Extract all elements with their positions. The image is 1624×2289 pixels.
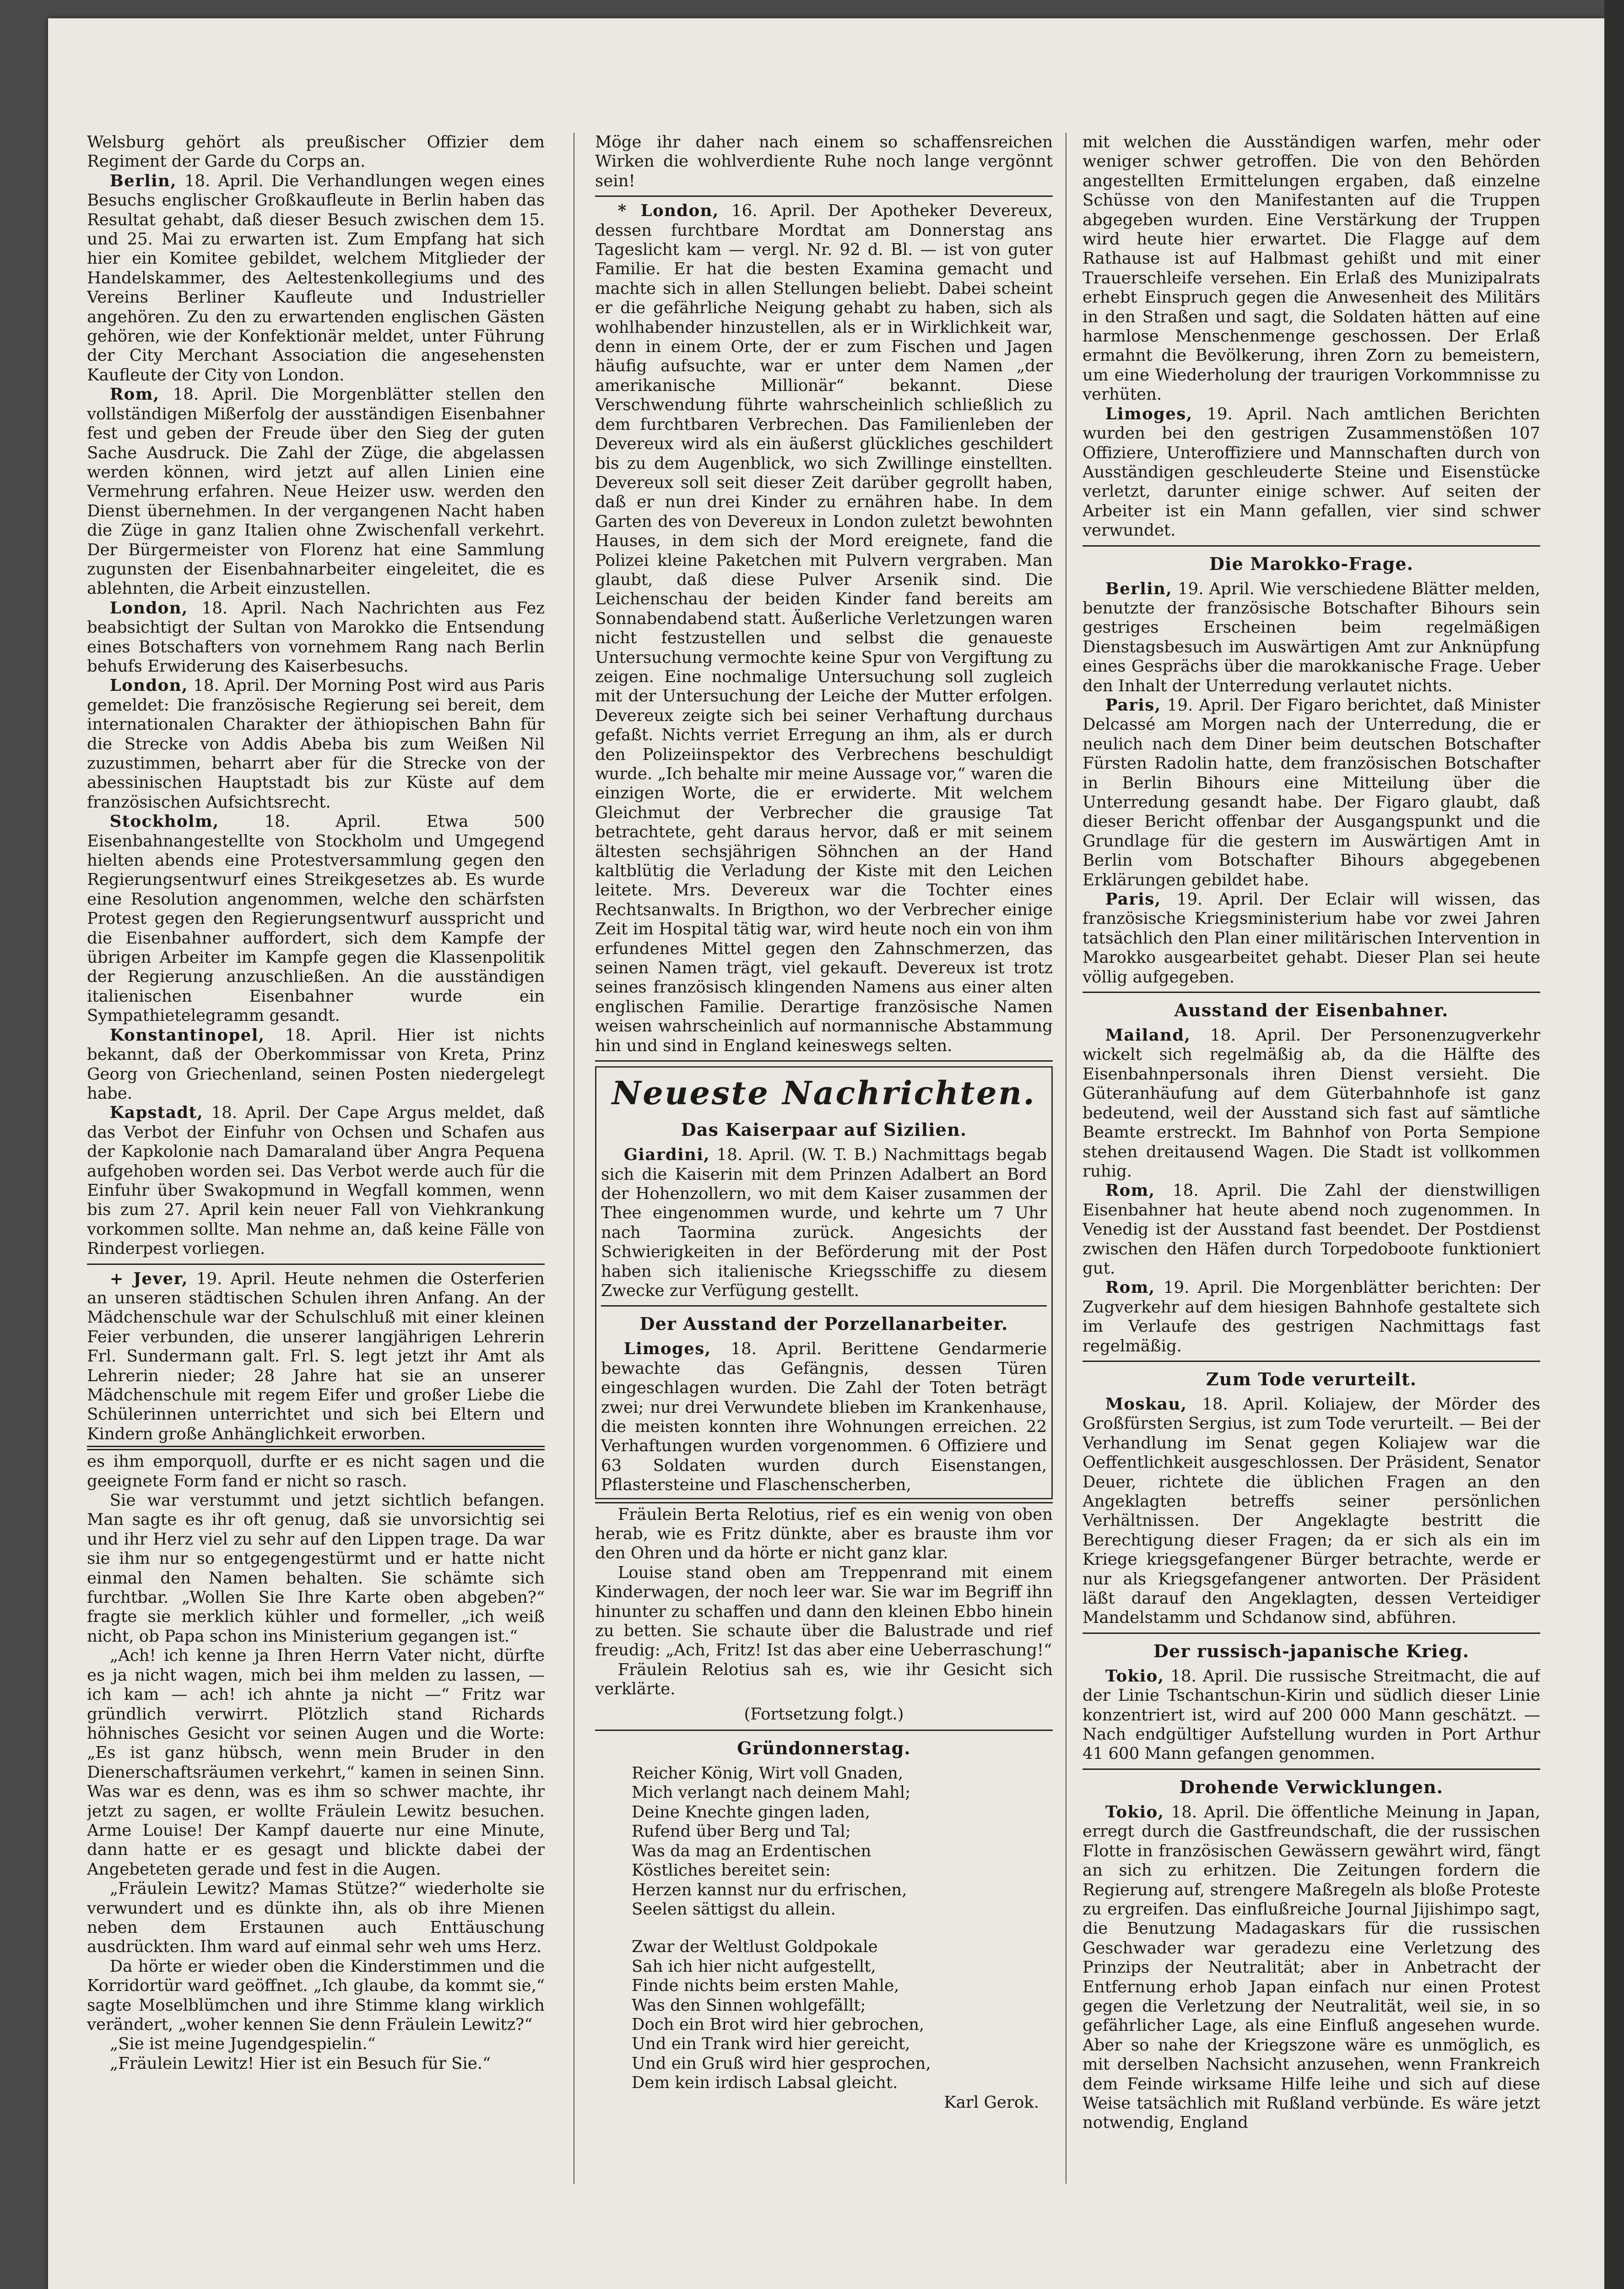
section-heading: Zum Tode verurteilt.	[1206, 1368, 1417, 1389]
continuation-note: (Fortsetzung folgt.)	[744, 1704, 904, 1724]
section-rule	[87, 1264, 545, 1265]
poem-line: Herzen kannst nur du erfrischen,	[632, 1880, 907, 1899]
paragraph: Welsburg gehört als preußischer Offizier dem Regiment der Garde du Corps an.	[87, 133, 545, 171]
section-rule	[87, 1449, 545, 1450]
news-item	[87, 599, 545, 677]
poem-author: Karl Gerok.	[944, 2093, 1039, 2112]
column-1	[87, 133, 545, 2202]
dateline-place: Konstantinopel,	[109, 1025, 265, 1045]
story-paragraph: Da hörte er wieder oben die Kinderstimmen und die Korridortür ward geöffnet. „Ich glaube, da kommt sie,“ sagte Moselblümchen und ihre Stimme klang wirklich verändert, „woher kennen Sie denn Fräulein Lewitz?“	[87, 1957, 545, 2034]
news-text: 18. April. Berittene Gendarmerie bewachte das Gefängnis, dessen Türen eingeschlagen wurden. Die Zahl der Toten beträgt zwei; nur drei Verwundete blieben im Krankenhause, die meisten konnten ihre Wohnungen erreichen. 22 Verhaftungen wurden vorgenommen. 6 Offiziere und 63 Soldaten wurden durch Eisenstangen, Pflastersteine und Flaschenscherben,	[601, 1340, 1047, 1495]
paragraph: Möge ihr daher nach einem so schaffensreichen Wirken die wohlverdiente Ruhe noch lange vergönnt sein!	[595, 133, 1053, 190]
poem-line: Und ein Gruß wird hier gesprochen,	[632, 2054, 931, 2073]
news-text: 18. April. Die öffentliche Meinung in Japan, erregt durch die Gastfreundschaft, die der russischen Flotte in französischen Gewässern gewährt wird, fängt an sich zu erhitzen. Die Zeitungen fordern die Regierung auf, strengere Maßregeln als bloße Proteste zu ergreifen. Das einflußreiche Journal Jijishimpo sagt, die Benutzung Madagaskars für die russischen Geschwader war geradezu eine Verletzung des Prinzips der Neutralität; aber in Anbetracht der Entfernung erhob Japan einfach nur einen Protest gegen die Verletzung der Neutralität, weil sie, in so gefährlicher Lage, als eine Einfluß angesehen wurde. Aber so nahe der Kriegszone wäre es unmöglich, es mit derselben Nachsicht anzusehen, wenn Frankreich dem Feinde wirksame Hilfe leihe und sich auf diese Weise tatsächlich mit Rußland verbünde. Es wäre jetzt notwendig, England	[1083, 1802, 1540, 2132]
dateline-place: Berlin,	[109, 171, 177, 190]
section-rule	[1083, 1633, 1540, 1634]
poem-line: Mich verlangt nach deinem Mahl;	[632, 1783, 911, 1802]
dateline-place: Rom,	[109, 385, 160, 404]
section-heading: Drohende Verwicklungen.	[1179, 1776, 1444, 1797]
news-text: 18. April. Hier ist nichts bekannt, daß der Oberkommissar von Kreta, Prinz Georg von Griechenland, seinen Posten niedergelegt habe.	[87, 1025, 545, 1103]
dateline-place: Stockholm,	[109, 812, 219, 831]
section-rule	[1083, 1361, 1540, 1362]
news-item	[595, 201, 1053, 1056]
dateline-place: Limoges,	[1105, 404, 1193, 423]
dateline-place: Limoges,	[623, 1340, 711, 1359]
paragraph: mit welchen die Ausständigen warfen, mehr oder weniger schwer getroffen. Die von den Behörden angestellten Ermittelungen ergaben, daß einzelne Schüsse von den Manifestanten auf die Truppen abgegeben wurden. Eine Verstärkung der Truppen wird heute hier erwartet. Die Flagge auf dem Rathause ist auf Halbmast gehißt und mit einer Trauerschleife versehen. Ein Erlaß des Munizipalrats erhebt Einspruch gegen die Anwesenheit des Militärs in den Straßen und sagt, die Soldaten hätten auf eine harmlose Menschenmenge geschossen. Der Erlaß ermahnt die Bevölkerung, ihren Zorn zu bemeistern, um eine Wiederholung der traurigen Vorkommnisse zu verhüten.	[1083, 133, 1540, 404]
section-title: Neueste Nachrichten.	[612, 1074, 1036, 1112]
dateline-place: + Jever,	[109, 1269, 188, 1288]
poem-line: Zwar der Weltlust Goldpokale	[632, 1937, 878, 1957]
column-3	[1083, 133, 1540, 2202]
dateline-place: London,	[109, 598, 188, 618]
story-paragraph: Sie war verstummt und jetzt sichtlich befangen. Man sagte es ihr oft genug, daß sie unvorsichtig sei und ihr Herz viel zu sehr auf den Lippen trage. Da war sie ihm nur so entgegengestürmt und er hatte nicht einmal den Namen behalten. Sie schämte sich furchtbar. „Wollen Sie Ihre Karte oben abgeben?“ fragte sie merklich kühler und formeller, „ich weiß nicht, ob Papa schon ins Ministerium gegangen ist.“	[87, 1491, 545, 1646]
story-paragraph: „Ach! ich kenne ja Ihren Herrn Vater nicht, dürfte es ja nicht wagen, mich bei ihm melden zu lassen, — ich kam — ach! ich ahnte ja nicht —“ Fritz war gründlich verwirrt. Plötzlich stand Richards höhnisches Gesicht vor seinen Augen und die Worte: „Es ist ganz hübsch, wenn mein Bruder in den Dienerschaftsräumen verkehrt,“ kamen in seinen Sinn. Was war es denn, was es ihm so schwer machte, ihr jetzt zu sagen, er wollte Fräulein Lewitz besuchen. Arme Louise! Der Kampf dauerte nur eine Minute, dann hatte er es gesagt und blickte dabei der Angebeteten gerade und fest in die Augen.	[87, 1646, 545, 1879]
poem-line: Deine Knechte gingen laden,	[632, 1802, 870, 1822]
news-item	[87, 812, 545, 1025]
news-text: 18. April. Koliajew, der Mörder des Großfürsten Sergius, ist zum Tode verurteilt. — Bei der Verhandlung im Senat gegen Koliajew war die Oeffentlichkeit ausgeschlossen. Der Präsident, Senator Deuer, richtete die üblichen Fragen an den Angeklagten betreffs seiner persönlichen Verhältnissen. Der Angeklagte bestritt die Berechtigung dieser Fragen; da er sich als ein im Kriege kriegsgefangener Bürger betrachte, werde er nur als Kriegsgefangener antworten. Der Präsident läßt darauf den Angeklagten, dessen Verteidiger Mandelstamm und Schdanow sind, abführen.	[1083, 1394, 1540, 1627]
news-text: 19. April. Wie verschiedene Blätter melden, benutzte der französische Botschafter Bihours sein gestriges Erscheinen beim regelmäßigen Dienstagsbesuch im Auswärtigen Amt zur Anknüpfung eines Gesprächs über die marokkanische Frage. Ueber den Inhalt der Unterredung verlautet nichts.	[1083, 579, 1540, 695]
news-text: 19. April. Der Eclair will wissen, das französische Kriegsministerium habe vor zwei Jahren tatsächlich den Plan einer militärischen Intervention in Marokko ausgearbeitet gehabt. Dieser Plan sei heute völlig aufgegeben.	[1083, 890, 1540, 987]
news-text: 19. April. Heute nehmen die Osterferien an unseren städtischen Schulen ihren Anfang. An der Mädchenschule war der Schulschluß mit einer kleinen Feier verbunden, die unserer langjährigen Lehrerin Frl. Sundermann galt. Frl. S. legt jetzt ihr Amt als Lehrerin nieder; 28 Jahre hat sie an unserer Mädchenschule mit regem Eifer und großer Liebe die Schülerinnen unterrichtet und sich bei Eltern und Kindern große Anhänglichkeit erworben.	[87, 1269, 545, 1443]
dateline-place: Tokio,	[1105, 1666, 1164, 1686]
news-text: 18. April. Der Personenzugverkehr wickelt sich regelmäßig ab, da die Hälfte des Eisenbahnpersonals ihren Dienst versieht. Die Güteranhäufung auf dem Güterbahnhofe ist ganz bedeutend, weil der Ausstand sich fast auf sämtliche Beamte erstreckt. Im Bahnhof von Porta Sempione stehen dreitausend Wagen. Die Stadt ist vollkommen ruhig.	[1083, 1026, 1540, 1181]
news-text: 18. April. Die Morgenblätter stellen den vollständigen Mißerfolg der ausständigen Eisenbahner fest und geben der Freude über den Sieg der guten Sache Ausdruck. Die Zahl der Züge, die abgelassen werden können, wird jetzt auf allen Linien eine Vermehrung erfahren. Neue Heizer usw. werden den Dienst übernehmen. In der vergangenen Nacht haben die Züge in ganz Italien ohne Zwischenfall verkehrt. Der Bürgermeister von Florenz hat eine Sammlung zugunsten der Eisenbahnarbeiter eingeleitet, die es ablehnten, die Arbeit einzustellen.	[87, 385, 545, 598]
section-heading: Das Kaiserpaar auf Sizilien.	[681, 1119, 967, 1140]
news-text: 16. April. Der Apotheker Devereux, dessen furchtbare Mordtat am Donnerstag ans Tageslicht kam — vergl. Nr. 92 d. Bl. — ist von guter Familie. Er hat die besten Examina gemacht und machte sich in allen Stellungen beliebt. Dabei scheint er die gefährliche Neigung gehabt zu haben, sich als wohlhabender hinzustellen, als er in Wirklichkeit war, denn in einem Orte, der er zum Fischen und Jagen häufig aufsuchte, war er unter dem Namen „der amerikanische Millionär“ bekannt. Diese Verschwendung führte wahrscheinlich schließlich zu dem furchtbaren Verbrechen. Das Familienleben der Devereux wird als ein äußerst glückliches geschildert bis zu dem Augenblick, wo sich Zwillinge einstellten. Devereux soll seit dieser Zeit darüber gegrollt haben, daß er nun drei Kinder zu ernähren habe. In dem Garten des von Devereux in London zuletzt bewohnten Hauses, in dem sich der Mord ereignete, fand die Polizei kleine Paketchen mit Pulvern vergraben. Man glaubt, daß diese Pulver Arsenik sind. Die Leichenschau der beiden Kinder fand bereits am Sonnabendabend statt. Äußerliche Verletzungen waren nicht festzustellen und selbst die genaueste Untersuchung vermochte keine Spur von Vergiftung zu zeigen. Eine nochmalige Untersuchung soll zugleich mit der Untersuchung der Leiche der Mutter erfolgen. Devereux zeigte sich bei seiner Verhaftung durchaus gefaßt. Nichts verriet Erregung an ihm, als er durch den Polizeiinspektor des Verbrechens beschuldigt wurde. „Ich behalte mir meine Aussage vor,“ waren die einzigen Worte, die er erwiderte. Mit welchem Gleichmut der Verbrecher die grausige Tat betrachtete, geht daraus hervor, daß er mit seinem ältesten sechsjährigen Söhnchen an der Hand kaltblütig die Verladung der Kiste mit den Leichen leitete. Mrs. Devereux war die Tochter eines Rechtsanwalts. In Brigthon, wo der Verbrecher einige Zeit im Hospital tätig war, wird heute noch ein von ihm erfundenes Mittel gegen den Zahnschmerzen, das seinen Namen trägt, viel gekauft. Devereux ist trotz seines französisch klingenden Namens aus einer alten englischen Familie. Derartige französische Namen weisen wahrscheinlich auf normannische Abstammung hin und sind in England keineswegs selten.	[595, 201, 1053, 1055]
news-text: 18. April. Die Zahl der dienstwilligen Eisenbahner hat heute abend noch zugenommen. In Venedig ist der Ausstand fast beendet. Der Postdienst zwischen den Häfen durch Torpedoboote funktioniert gut.	[1083, 1181, 1540, 1278]
poem-stanza	[595, 1937, 1053, 2093]
section-rule	[1083, 545, 1540, 547]
news-item	[87, 1269, 545, 1444]
section-rule	[1083, 992, 1540, 993]
dateline-place: Paris,	[1105, 695, 1161, 715]
poem-line: Sah ich hier nicht aufgestellt,	[632, 1957, 876, 1976]
news-item	[1083, 1278, 1540, 1356]
news-item	[1083, 1803, 1540, 2133]
story-paragraph: „Fräulein Lewitz! Hier ist ein Besuch für Sie.“	[109, 2054, 491, 2073]
news-item	[87, 1026, 545, 1104]
poem-line: Doch ein Brot wird hier gebrochen,	[632, 2015, 925, 2034]
dateline-place: Tokio,	[1105, 1802, 1164, 1822]
news-item	[601, 1145, 1047, 1301]
news-text: 18. April. (W. T. B.) Nachmittags begab sich die Kaiserin mit dem Prinzen Adalbert an Bord der Hohenzollern, wo mit dem Kaiser zusammen der Thee eingenommen wurde, und kehrte um 7 Uhr nach Taormina zurück. Angesichts der Schwierigkeiten in der Beförderung mit der Post haben sich italienische Kriegsschiffe zu diesem Zwecke zur Verfügung gestellt.	[601, 1145, 1047, 1300]
story-paragraph: „Fräulein Lewitz? Mamas Stütze?“ wiederholte sie verwundert und es dünkte ihn, als ob ihre Mienen neben dem Erstaunen auch Enttäuschung ausdrückten. Ihm ward auf einmal sehr weh ums Herz.	[87, 1879, 545, 1957]
dateline-place: Rom,	[1105, 1278, 1155, 1297]
news-text: 18. April. Der Morning Post wird aus Paris gemeldet: Die französische Regierung sei bereit, dem internationalen Charakter der äthiopischen Bahn für die Strecke von Addis Abeba bis zum Weißen Nil zuzustimmen, beharrt aber für die Strecke von der abessinischen Hauptstadt bis zur Küste auf dem französischen Aufsichtsrecht.	[87, 676, 545, 812]
news-item	[1083, 1667, 1540, 1764]
poem-line: Dem kein irdisch Labsal gleicht.	[632, 2073, 898, 2093]
poem-line: Was den Sinnen wohlgefällt;	[632, 1996, 866, 2015]
poem-stanza	[595, 1764, 1053, 1919]
news-item	[87, 385, 545, 598]
dateline-place: Giardini,	[623, 1145, 710, 1165]
news-item	[1083, 1181, 1540, 1278]
news-text: 18. April. Die russische Streitmacht, die auf der Linie Tschantschun-Kirin und südlich dieser Linie konzentriert ist, wird auf 200 000 Mann geschätzt. — Nach endgültiger Aufstellung wurden in Port Arthur 41 600 Mann gefangen genommen.	[1083, 1666, 1540, 1763]
news-item	[1083, 1395, 1540, 1628]
news-item	[87, 676, 545, 812]
story-paragraph: Fräulein Relotius sah es, wie ihr Gesicht sich verklärte.	[595, 1660, 1053, 1699]
news-item	[1083, 1026, 1540, 1181]
poem-line: Köstliches bereitet sein:	[632, 1861, 831, 1880]
news-item	[1083, 405, 1540, 541]
column-2	[595, 133, 1053, 2202]
news-text: 18. April. Der Cape Argus meldet, daß das Verbot der Einfuhr von Ochsen und Schafen aus der Kapkolonie nach Damaraland über Angra Pequena aufgehoben worden sei. Das Verbot werde auch für die Einfuhr über Swakopmund in Wegfall kommen, wenn bis zum 27. April kein neuer Fall von Viehkrankung vorkommen sollte. Man nehme an, daß keine Fälle von Rinderpest vorliegen.	[87, 1103, 545, 1258]
dateline-place: London,	[109, 676, 188, 695]
section-rule	[1083, 1768, 1540, 1770]
dateline-place: Berlin,	[1105, 579, 1173, 598]
poem-line: Und ein Trank wird hier gereicht,	[632, 2034, 910, 2054]
news-item	[1083, 580, 1540, 696]
news-item	[87, 172, 545, 385]
section-rule	[595, 1730, 1053, 1731]
news-text: 19. April. Nach amtlichen Berichten wurden bei den gestrigen Zusammenstößen 107 Offiziere, Unteroffiziere und Mannschaften durch von Ausständigen geschleuderte Steine und Eisenstücke verletzt, darunter einige schwer. Auf seiten der Arbeiter ist ein Mann gefallen, vier sind schwer verwundet.	[1083, 404, 1540, 540]
news-box	[595, 1066, 1053, 1499]
news-item	[1083, 890, 1540, 987]
dateline-place: Mailand,	[1105, 1026, 1191, 1045]
section-heading: Ausstand der Eisenbahner.	[1174, 1000, 1449, 1021]
news-item	[1083, 696, 1540, 890]
dateline-place: * London,	[617, 201, 719, 221]
poem-line: Rufend über Berg und Tal;	[632, 1822, 851, 1841]
poem-line: Finde nichts beim ersten Mahle,	[632, 1976, 899, 1996]
news-text: 19. April. Die Morgenblätter berichten: Der Zugverkehr auf dem hiesigen Bahnhofe gestaltete sich im Verlaufe des gestrigen Nachmittags fast regelmäßig.	[1083, 1278, 1540, 1356]
section-heading: Der Ausstand der Porzellanarbeiter.	[639, 1313, 1008, 1334]
poem-line: Was da mag an Erdentischen	[632, 1841, 872, 1860]
section-heading: Der russisch-japanische Krieg.	[1153, 1640, 1470, 1661]
dateline-place: Paris,	[1105, 890, 1161, 909]
section-rule	[87, 1446, 545, 1447]
poem-line: Reicher König, Wirt voll Gnaden,	[632, 1764, 903, 1783]
news-item	[601, 1340, 1047, 1495]
dateline-place: Moskau,	[1105, 1394, 1187, 1414]
story-paragraph: Louise stand oben am Treppenrand mit einem Kinderwagen, der noch leer war. Sie war im Begriff ihn hinunter zu schaffen und dann den kleinen Ebbo hinein zu betten. Sie schaute über die Balustrade und rief freudig: „Ach, Fritz! Ist das aber eine Ueberraschung!“	[595, 1563, 1053, 1660]
news-text: 18. April. Nach Nachrichten aus Fez beabsichtigt der Sultan von Marokko die Entsendung eines Botschafters von vornehmem Rang nach Berlin behufs Erwiderung des Kaiserbesuchs.	[87, 598, 545, 676]
news-text: 19. April. Der Figaro berichtet, daß Minister Delcassé am Morgen nach der Unterredung, die er neulich nach dem Diner beim deutschen Botschafter Fürsten Radolin hatte, dem französischen Botschafter in Berlin Bihours eine Mitteilung über die Unterredung gesandt habe. Der Figaro glaubt, daß dieser Bericht offenbar der Ausgangspunkt und die Grundlage für die gestern im Auswärtigen Amt in Berlin vom Botschafter Bihours abgegebenen Erklärungen gebildet habe.	[1083, 695, 1540, 890]
section-heading: Die Marokko-Frage.	[1209, 553, 1414, 574]
dateline-place: Rom,	[1105, 1181, 1155, 1200]
story-paragraph: Fräulein Berta Relotius, rief es ein wenig von oben herab, wie es Fritz dünkte, aber es brauste ihm vor den Ohren und da hörte er nicht ganz klar.	[595, 1505, 1053, 1563]
news-text: 18. April. Etwa 500 Eisenbahnangestellte von Stockholm und Umgegend hielten abends eine Protestversammlung gegen den Regierungsentwurf eines Streikgesetzes ab. Es wurde eine Resolution angenommen, welche den schärfsten Protest gegen den Regierungsentwurf ausspricht und die Eisenbahner auffordert, sich dem Kampfe der übrigen Arbeiter im Kampfe gegen die Klassenpolitik der Regierung anzuschließen. An die ausständigen italienischen Eisenbahner wurde ein Sympathietelegramm gesandt.	[87, 812, 545, 1025]
news-item	[87, 1103, 545, 1258]
news-text: 18. April. Die Verhandlungen wegen eines Besuchs englischer Großkaufleute in Berlin haben das Resultat gehabt, daß dieser Besuch zwischen dem 15. und 25. Mai zu erwarten ist. Zum Empfang hat sich hier ein Komitee gebildet, welchem Mitglieder der Handelskammer, des Aeltestenkollegiums und des Vereins Berliner Kaufleute und Industrieller angehören. Zu den zu erwartenden englischen Gästen gehören, wie der Konfektionär meldet, unter Führung der City Merchant Association die angesehensten Kaufleute der City von London.	[87, 171, 545, 385]
section-rule	[595, 1502, 1053, 1503]
section-rule	[601, 1305, 1047, 1307]
section-rule	[595, 195, 1053, 197]
story-paragraph: es ihm emporquoll, durfte er es nicht sagen und die geeignete Form fand er nicht so rasch.	[87, 1452, 545, 1491]
story-paragraph: „Sie ist meine Jugendgespielin.“	[109, 2034, 376, 2054]
dateline-place: Kapstadt,	[109, 1103, 204, 1123]
poem-line: Seelen sättigst du allein.	[632, 1899, 836, 1919]
section-rule	[595, 1060, 1053, 1062]
poem-title: Gründonnerstag.	[737, 1738, 911, 1759]
scan-edge	[1604, 0, 1624, 2289]
